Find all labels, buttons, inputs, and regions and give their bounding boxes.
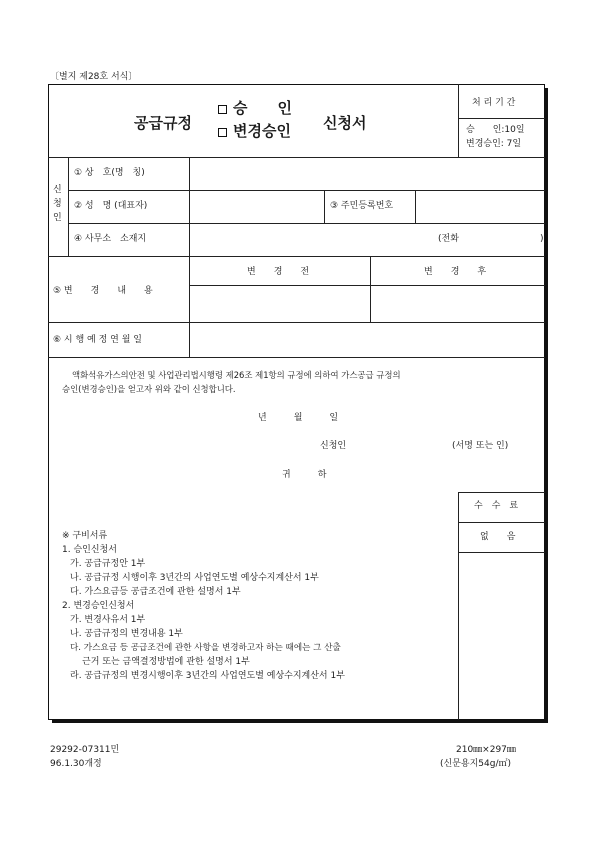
frame-shadow-bottom xyxy=(52,720,548,723)
change-before-after-divider xyxy=(370,256,371,322)
planned-date-top-line xyxy=(48,322,545,323)
documents-item: 다. 가스요금 등 공급조건에 관한 사항을 변경하고자 하는 때에는 그 산출 xyxy=(70,643,341,653)
fee-header: 수 수 료 xyxy=(474,501,519,511)
office-address-label: ④ 사무소 소재지 xyxy=(74,234,147,244)
change-label-divider xyxy=(189,256,190,322)
approval-checkbox[interactable] xyxy=(218,105,227,114)
resident-id-field[interactable] xyxy=(417,192,543,221)
processing-line1-label: 승 인: xyxy=(466,125,505,135)
footer-code: 29292-07311민 xyxy=(50,745,120,755)
change-header-line xyxy=(189,285,545,286)
documents-item: 가. 공급규정안 1부 xyxy=(70,559,146,569)
business-name-label: ① 상 호(명 칭) xyxy=(74,168,145,178)
change-before-header: 변 경 전 xyxy=(247,267,310,277)
fee-left-line xyxy=(458,492,459,720)
processing-header: 처 리 기 간 xyxy=(472,98,516,108)
id-label-left-divider xyxy=(324,190,325,223)
applicant-row1-line xyxy=(68,190,545,191)
documents-item: 라. 공급규정의 변경시행이후 3년간의 사업연도별 예상수지계산서 1부 xyxy=(70,671,345,681)
planned-date-field[interactable] xyxy=(191,324,543,355)
title-left: 공급규정 xyxy=(134,114,192,132)
change-after-header: 변 경 후 xyxy=(424,267,487,277)
footer-size: 210㎜×297㎜ xyxy=(456,745,516,755)
documents-item: 1. 승인신청서 xyxy=(62,545,117,555)
planned-date-label: ⑥ 시 행 예 정 연 월 일 xyxy=(53,335,142,345)
fee-top-line xyxy=(458,492,545,493)
representative-name-field[interactable] xyxy=(191,192,322,221)
processing-line1-value: 10일 xyxy=(504,125,525,135)
statement-date: 년 월 일 xyxy=(258,413,339,423)
fee-header-line xyxy=(458,522,545,523)
office-address-field[interactable] xyxy=(191,225,431,254)
statement-signature: (서명 또는 인) xyxy=(452,441,509,451)
documents-item: 다. 가스요금등 공급조건에 관한 설명서 1부 xyxy=(70,587,241,597)
option-change-approval-label: 변경승인 xyxy=(233,122,291,140)
id-label-right-divider xyxy=(415,190,416,223)
applicant-row2-line xyxy=(68,223,545,224)
option-approval[interactable] xyxy=(218,99,292,117)
title-divider xyxy=(458,84,459,157)
change-before-field[interactable] xyxy=(191,287,368,320)
change-content-label: ⑤ 변 경 내 용 xyxy=(53,286,153,296)
phone-open: (전화 xyxy=(438,234,459,244)
processing-line2-label: 변경승인: xyxy=(466,139,504,149)
statement-line2: 승인(변경승인)을 얻고자 위와 같이 신청합니다. xyxy=(62,384,236,394)
documents-item: 가. 변경사유서 1부 xyxy=(70,615,146,625)
change-approval-checkbox[interactable] xyxy=(218,128,227,137)
fee-value: 없 음 xyxy=(480,532,516,542)
change-top-line xyxy=(48,256,545,257)
documents-item: 나. 공급규정 시행이후 3년간의 사업연도별 예상수지계산서 1부 xyxy=(70,573,319,583)
phone-field[interactable] xyxy=(466,225,536,254)
option-approval-label: 승 인 xyxy=(233,99,292,117)
footer-revised: 96.1.30개정 xyxy=(50,759,102,769)
phone-close: ) xyxy=(540,234,544,244)
processing-line2-value: 7일 xyxy=(503,139,522,149)
frame-shadow-right xyxy=(545,88,548,722)
statement-applicant: 신청인 xyxy=(320,441,347,451)
documents-item: 나. 공급규정의 변경내용 1부 xyxy=(70,629,183,639)
statement-addressee: 귀 하 xyxy=(282,470,327,480)
business-name-field[interactable] xyxy=(191,159,543,188)
fee-bottom-line xyxy=(458,552,545,553)
processing-divider xyxy=(458,118,545,119)
form-number: 〔별지 제28호 서식〕 xyxy=(50,72,138,82)
title-right: 신청서 xyxy=(323,114,367,132)
documents-item: 근거 또는 금액결정방법에 관한 설명서 1부 xyxy=(82,657,250,667)
planned-date-divider xyxy=(189,322,190,357)
statement-top-line xyxy=(48,357,545,358)
option-change-approval[interactable] xyxy=(218,122,291,140)
processing-line2 xyxy=(466,139,521,150)
change-after-field[interactable] xyxy=(372,287,543,320)
representative-name-label: ② 성 명 (대표자) xyxy=(74,201,148,211)
applicant-group-divider xyxy=(68,157,69,256)
applicant-group-char2: 청 xyxy=(53,199,62,209)
documents-item: 2. 변경승인신청서 xyxy=(62,601,135,611)
statement-line1: 액화석유가스의안전 및 사업관리법시행령 제26조 제1항의 규정에 의하여 가스공급 규정의 xyxy=(72,370,401,380)
processing-line1 xyxy=(466,125,525,136)
applicant-label-divider xyxy=(189,157,190,256)
applicant-group-char3: 인 xyxy=(53,213,62,223)
applicant-top-line xyxy=(48,157,545,158)
footer-paper: (신문용지54g/㎡) xyxy=(440,759,511,769)
applicant-group-char1: 신 xyxy=(53,185,62,195)
documents-heading: ※ 구비서류 xyxy=(62,531,108,541)
resident-id-label: ③ 주민등록번호 xyxy=(330,201,394,211)
